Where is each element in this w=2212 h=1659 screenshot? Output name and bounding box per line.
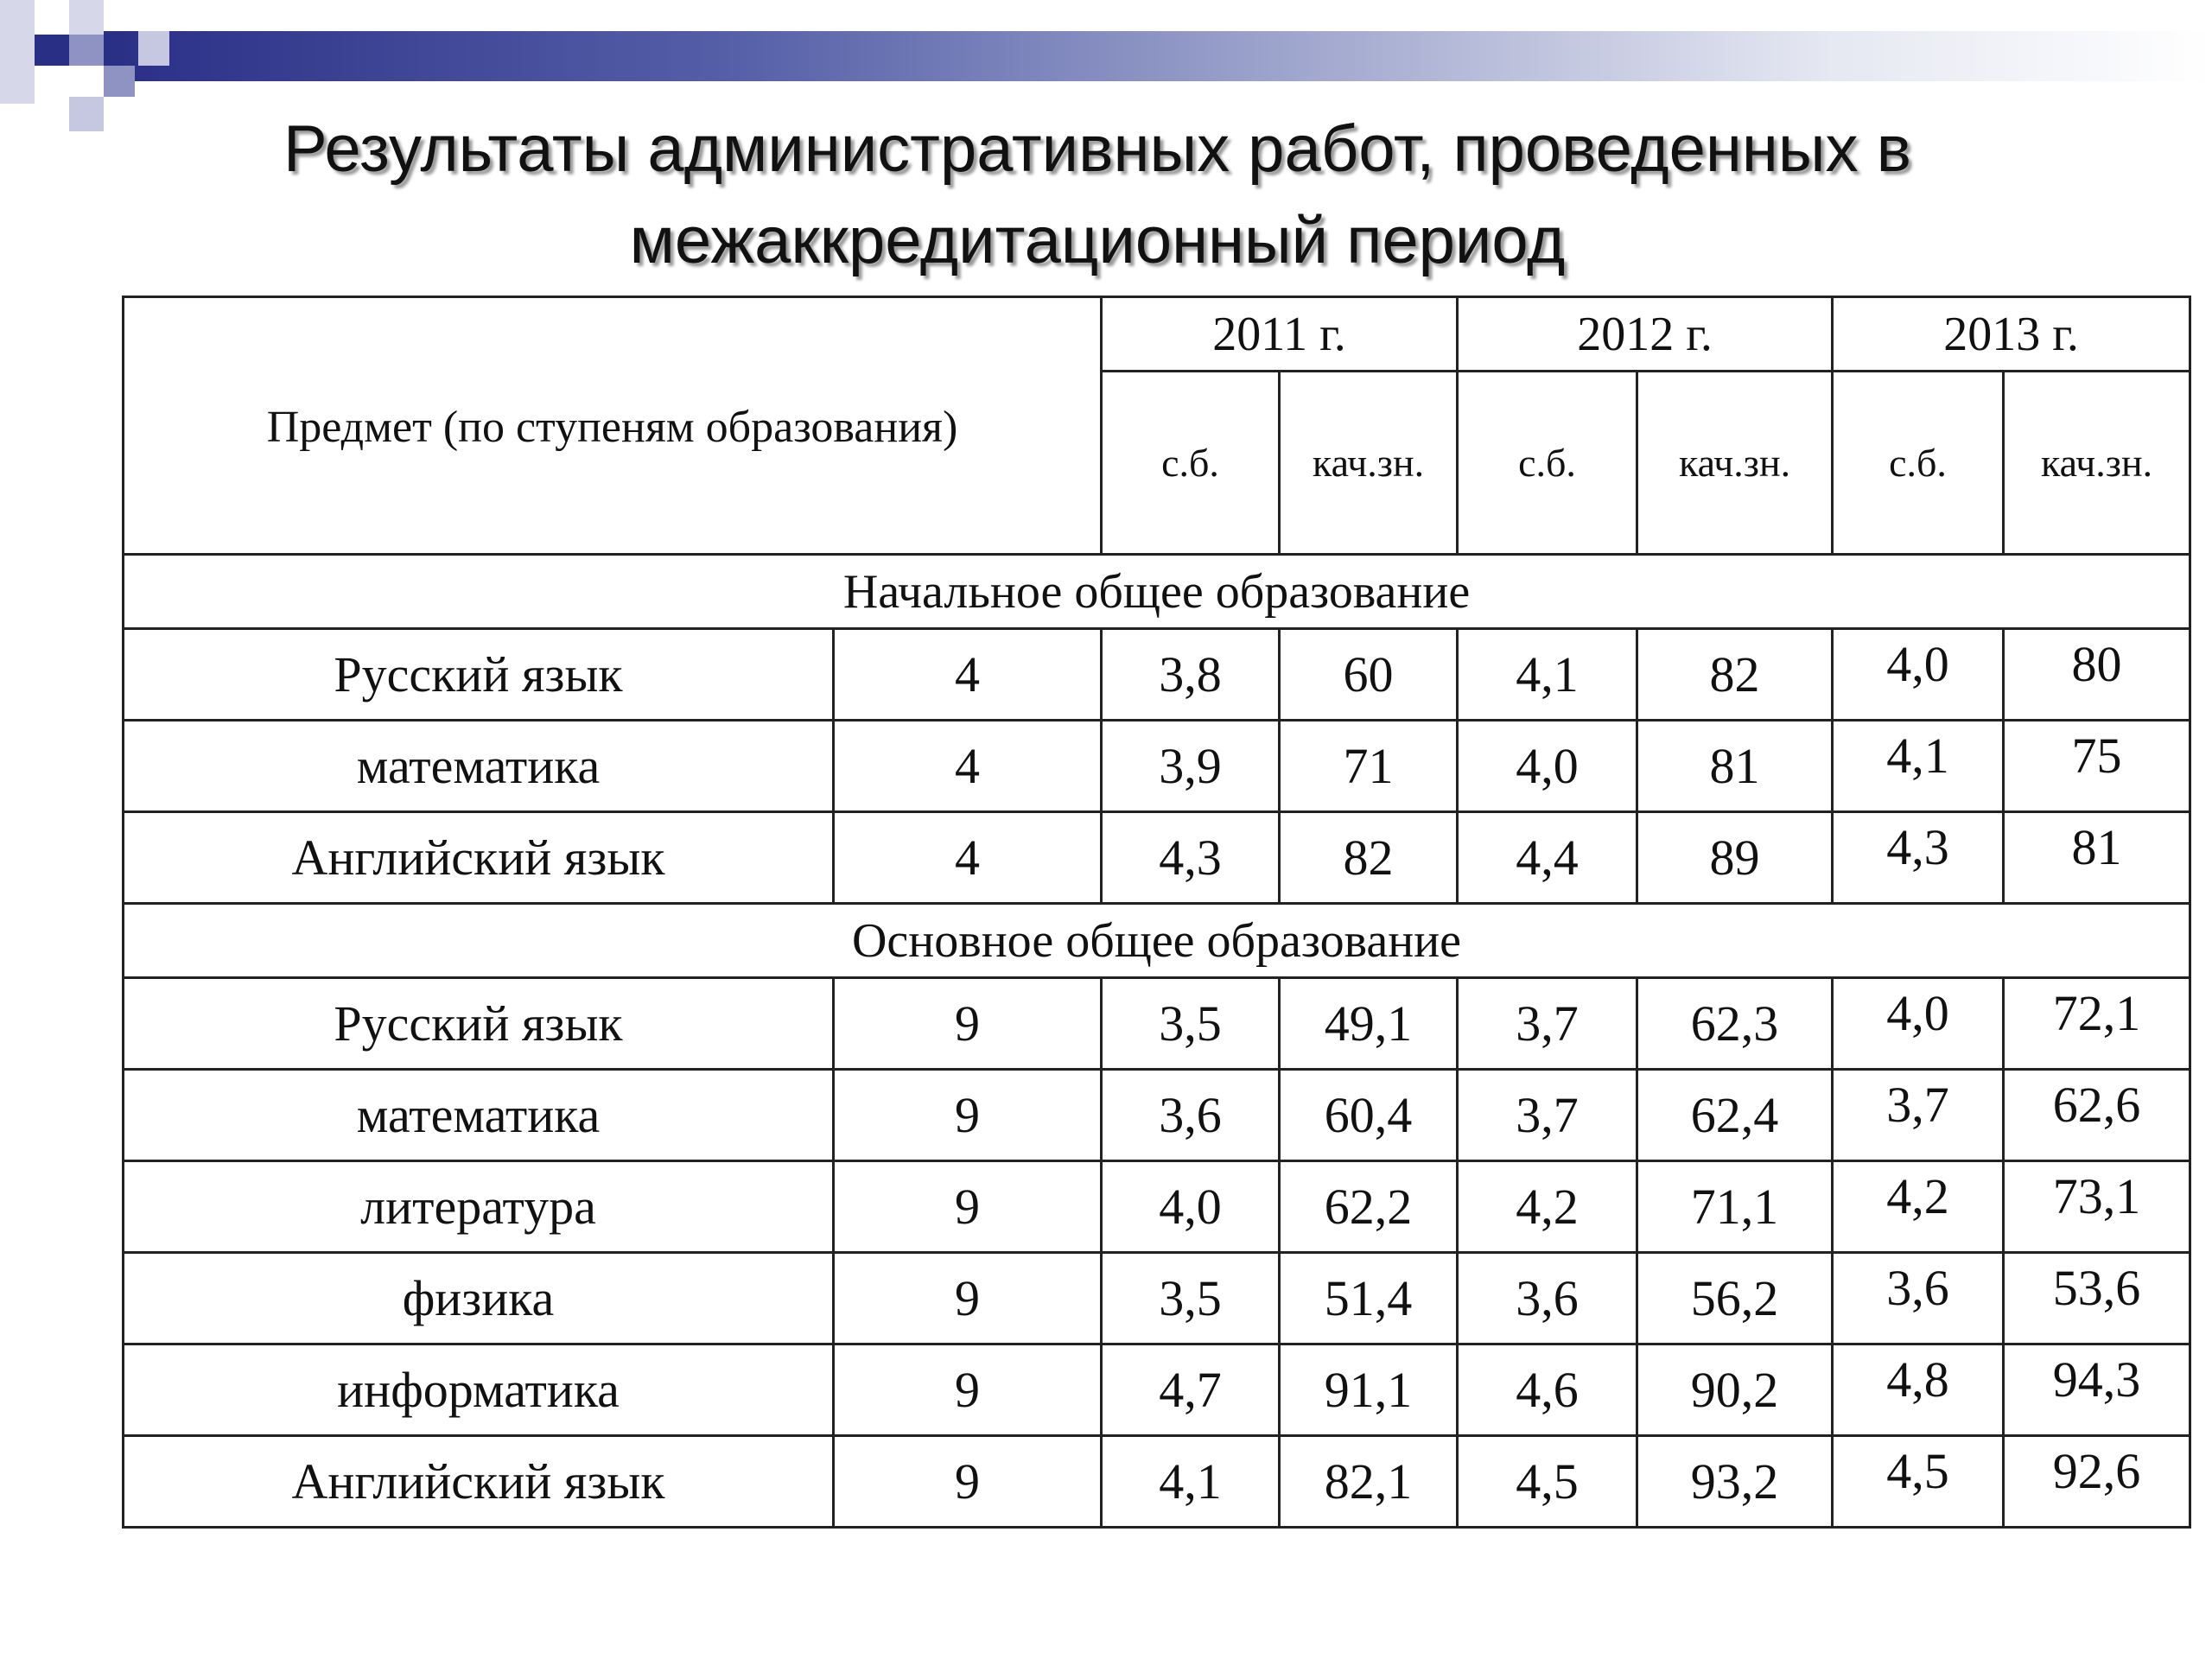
quality-header-2011: кач.зн. <box>1280 372 1458 555</box>
subject-cell: литература <box>124 1161 834 1253</box>
quality-2011-cell: 51,4 <box>1280 1253 1458 1344</box>
section-row <box>124 904 2190 978</box>
subject-cell: математика <box>124 721 834 812</box>
decor-square <box>69 97 104 131</box>
decor-square <box>104 66 135 97</box>
quality-2011-cell: 82,1 <box>1280 1436 1458 1528</box>
quality-2013-cell: 75 <box>2004 721 2190 812</box>
sb-header-2013: с.б. <box>1833 372 2004 555</box>
quality-2012-cell: 93,2 <box>1637 1436 1833 1528</box>
quality-2013-cell: 94,3 <box>2004 1344 2190 1436</box>
quality-2013-cell: 92,6 <box>2004 1436 2190 1528</box>
quality-2013-cell: 62,6 <box>2004 1070 2190 1161</box>
grade-cell: 9 <box>834 978 1102 1070</box>
quality-2013-cell: 80 <box>2004 629 2190 721</box>
sb-2011-cell: 3,6 <box>1102 1070 1280 1161</box>
quality-2012-cell: 56,2 <box>1637 1253 1833 1344</box>
sb-2013-cell: 4,8 <box>1833 1344 2004 1436</box>
table-row <box>124 978 2190 1070</box>
sb-2011-cell: 4,7 <box>1102 1344 1280 1436</box>
subject-cell: Английский язык <box>124 1436 834 1528</box>
table-row <box>124 1161 2190 1253</box>
sb-2011-cell: 3,5 <box>1102 978 1280 1070</box>
page-title: Результаты административных работ, проведенных в межаккредитационный период <box>283 112 1911 277</box>
sb-2012-cell: 4,5 <box>1458 1436 1637 1528</box>
quality-2011-cell: 60,4 <box>1280 1070 1458 1161</box>
sb-2013-cell: 4,0 <box>1833 978 2004 1070</box>
sb-2012-cell: 4,2 <box>1458 1161 1637 1253</box>
quality-2012-cell: 62,3 <box>1637 978 1833 1070</box>
grade-cell: 4 <box>834 812 1102 904</box>
quality-2011-cell: 91,1 <box>1280 1344 1458 1436</box>
decor-square <box>69 35 104 66</box>
sb-2012-cell: 3,7 <box>1458 978 1637 1070</box>
sb-2013-cell: 4,3 <box>1833 812 2004 904</box>
grade-cell: 9 <box>834 1436 1102 1528</box>
quality-header-2012: кач.зн. <box>1637 372 1833 555</box>
quality-2011-cell: 49,1 <box>1280 978 1458 1070</box>
section-row <box>124 555 2190 629</box>
subject-cell: физика <box>124 1253 834 1344</box>
subject-header: Предмет (по ступеням образования) <box>124 297 1102 555</box>
grade-cell: 9 <box>834 1344 1102 1436</box>
sb-2013-cell: 4,5 <box>1833 1436 2004 1528</box>
table-body <box>124 555 2190 1528</box>
quality-2013-cell: 72,1 <box>2004 978 2190 1070</box>
decor-square <box>69 0 104 35</box>
sb-2012-cell: 3,7 <box>1458 1070 1637 1161</box>
sb-2013-cell: 4,2 <box>1833 1161 2004 1253</box>
decor-square <box>138 31 169 66</box>
grade-cell: 9 <box>834 1070 1102 1161</box>
quality-2012-cell: 90,2 <box>1637 1344 1833 1436</box>
quality-2013-cell: 81 <box>2004 812 2190 904</box>
table-row <box>124 812 2190 904</box>
quality-header-2013: кач.зн. <box>2004 372 2190 555</box>
decor-square <box>35 35 69 66</box>
quality-2011-cell: 62,2 <box>1280 1161 1458 1253</box>
grade-cell: 9 <box>834 1253 1102 1344</box>
subject-cell: Русский язык <box>124 629 834 721</box>
table-row <box>124 721 2190 812</box>
sb-2011-cell: 3,9 <box>1102 721 1280 812</box>
sb-2013-cell: 4,1 <box>1833 721 2004 812</box>
year-header-2013: 2013 г. <box>1833 297 2190 372</box>
sb-2011-cell: 3,5 <box>1102 1253 1280 1344</box>
table-row <box>124 1253 2190 1344</box>
subject-cell: Русский язык <box>124 978 834 1070</box>
subject-cell: Английский язык <box>124 812 834 904</box>
sb-2013-cell: 4,0 <box>1833 629 2004 721</box>
grade-cell: 9 <box>834 1161 1102 1253</box>
section-title: Основное общее образование <box>124 904 2190 978</box>
sb-2011-cell: 4,3 <box>1102 812 1280 904</box>
quality-2013-cell: 53,6 <box>2004 1253 2190 1344</box>
table-row <box>124 629 2190 721</box>
sb-2013-cell: 3,7 <box>1833 1070 2004 1161</box>
header-gradient-bar <box>104 31 2212 81</box>
sb-2012-cell: 4,1 <box>1458 629 1637 721</box>
section-title: Начальное общее образование <box>124 555 2190 629</box>
sb-header-2011: с.б. <box>1102 372 1280 555</box>
sb-2011-cell: 4,0 <box>1102 1161 1280 1253</box>
year-header-2012: 2012 г. <box>1458 297 1833 372</box>
decor-square <box>0 0 35 104</box>
quality-2013-cell: 73,1 <box>2004 1161 2190 1253</box>
sb-2011-cell: 3,8 <box>1102 629 1280 721</box>
sb-2011-cell: 4,1 <box>1102 1436 1280 1528</box>
quality-2011-cell: 71 <box>1280 721 1458 812</box>
results-table <box>122 296 2191 1529</box>
quality-2011-cell: 82 <box>1280 812 1458 904</box>
sb-2012-cell: 4,6 <box>1458 1344 1637 1436</box>
sb-2012-cell: 3,6 <box>1458 1253 1637 1344</box>
quality-2012-cell: 62,4 <box>1637 1070 1833 1161</box>
year-header-2011: 2011 г. <box>1102 297 1458 372</box>
table-row <box>124 1436 2190 1528</box>
quality-2012-cell: 89 <box>1637 812 1833 904</box>
sb-2012-cell: 4,4 <box>1458 812 1637 904</box>
table-row <box>124 1344 2190 1436</box>
sb-2012-cell: 4,0 <box>1458 721 1637 812</box>
quality-2012-cell: 82 <box>1637 629 1833 721</box>
quality-2011-cell: 60 <box>1280 629 1458 721</box>
subject-cell: математика <box>124 1070 834 1161</box>
grade-cell: 4 <box>834 629 1102 721</box>
table-row <box>124 1070 2190 1161</box>
quality-2012-cell: 71,1 <box>1637 1161 1833 1253</box>
quality-2012-cell: 81 <box>1637 721 1833 812</box>
subject-cell: информатика <box>124 1344 834 1436</box>
sb-header-2012: с.б. <box>1458 372 1637 555</box>
grade-cell: 4 <box>834 721 1102 812</box>
sb-2013-cell: 3,6 <box>1833 1253 2004 1344</box>
